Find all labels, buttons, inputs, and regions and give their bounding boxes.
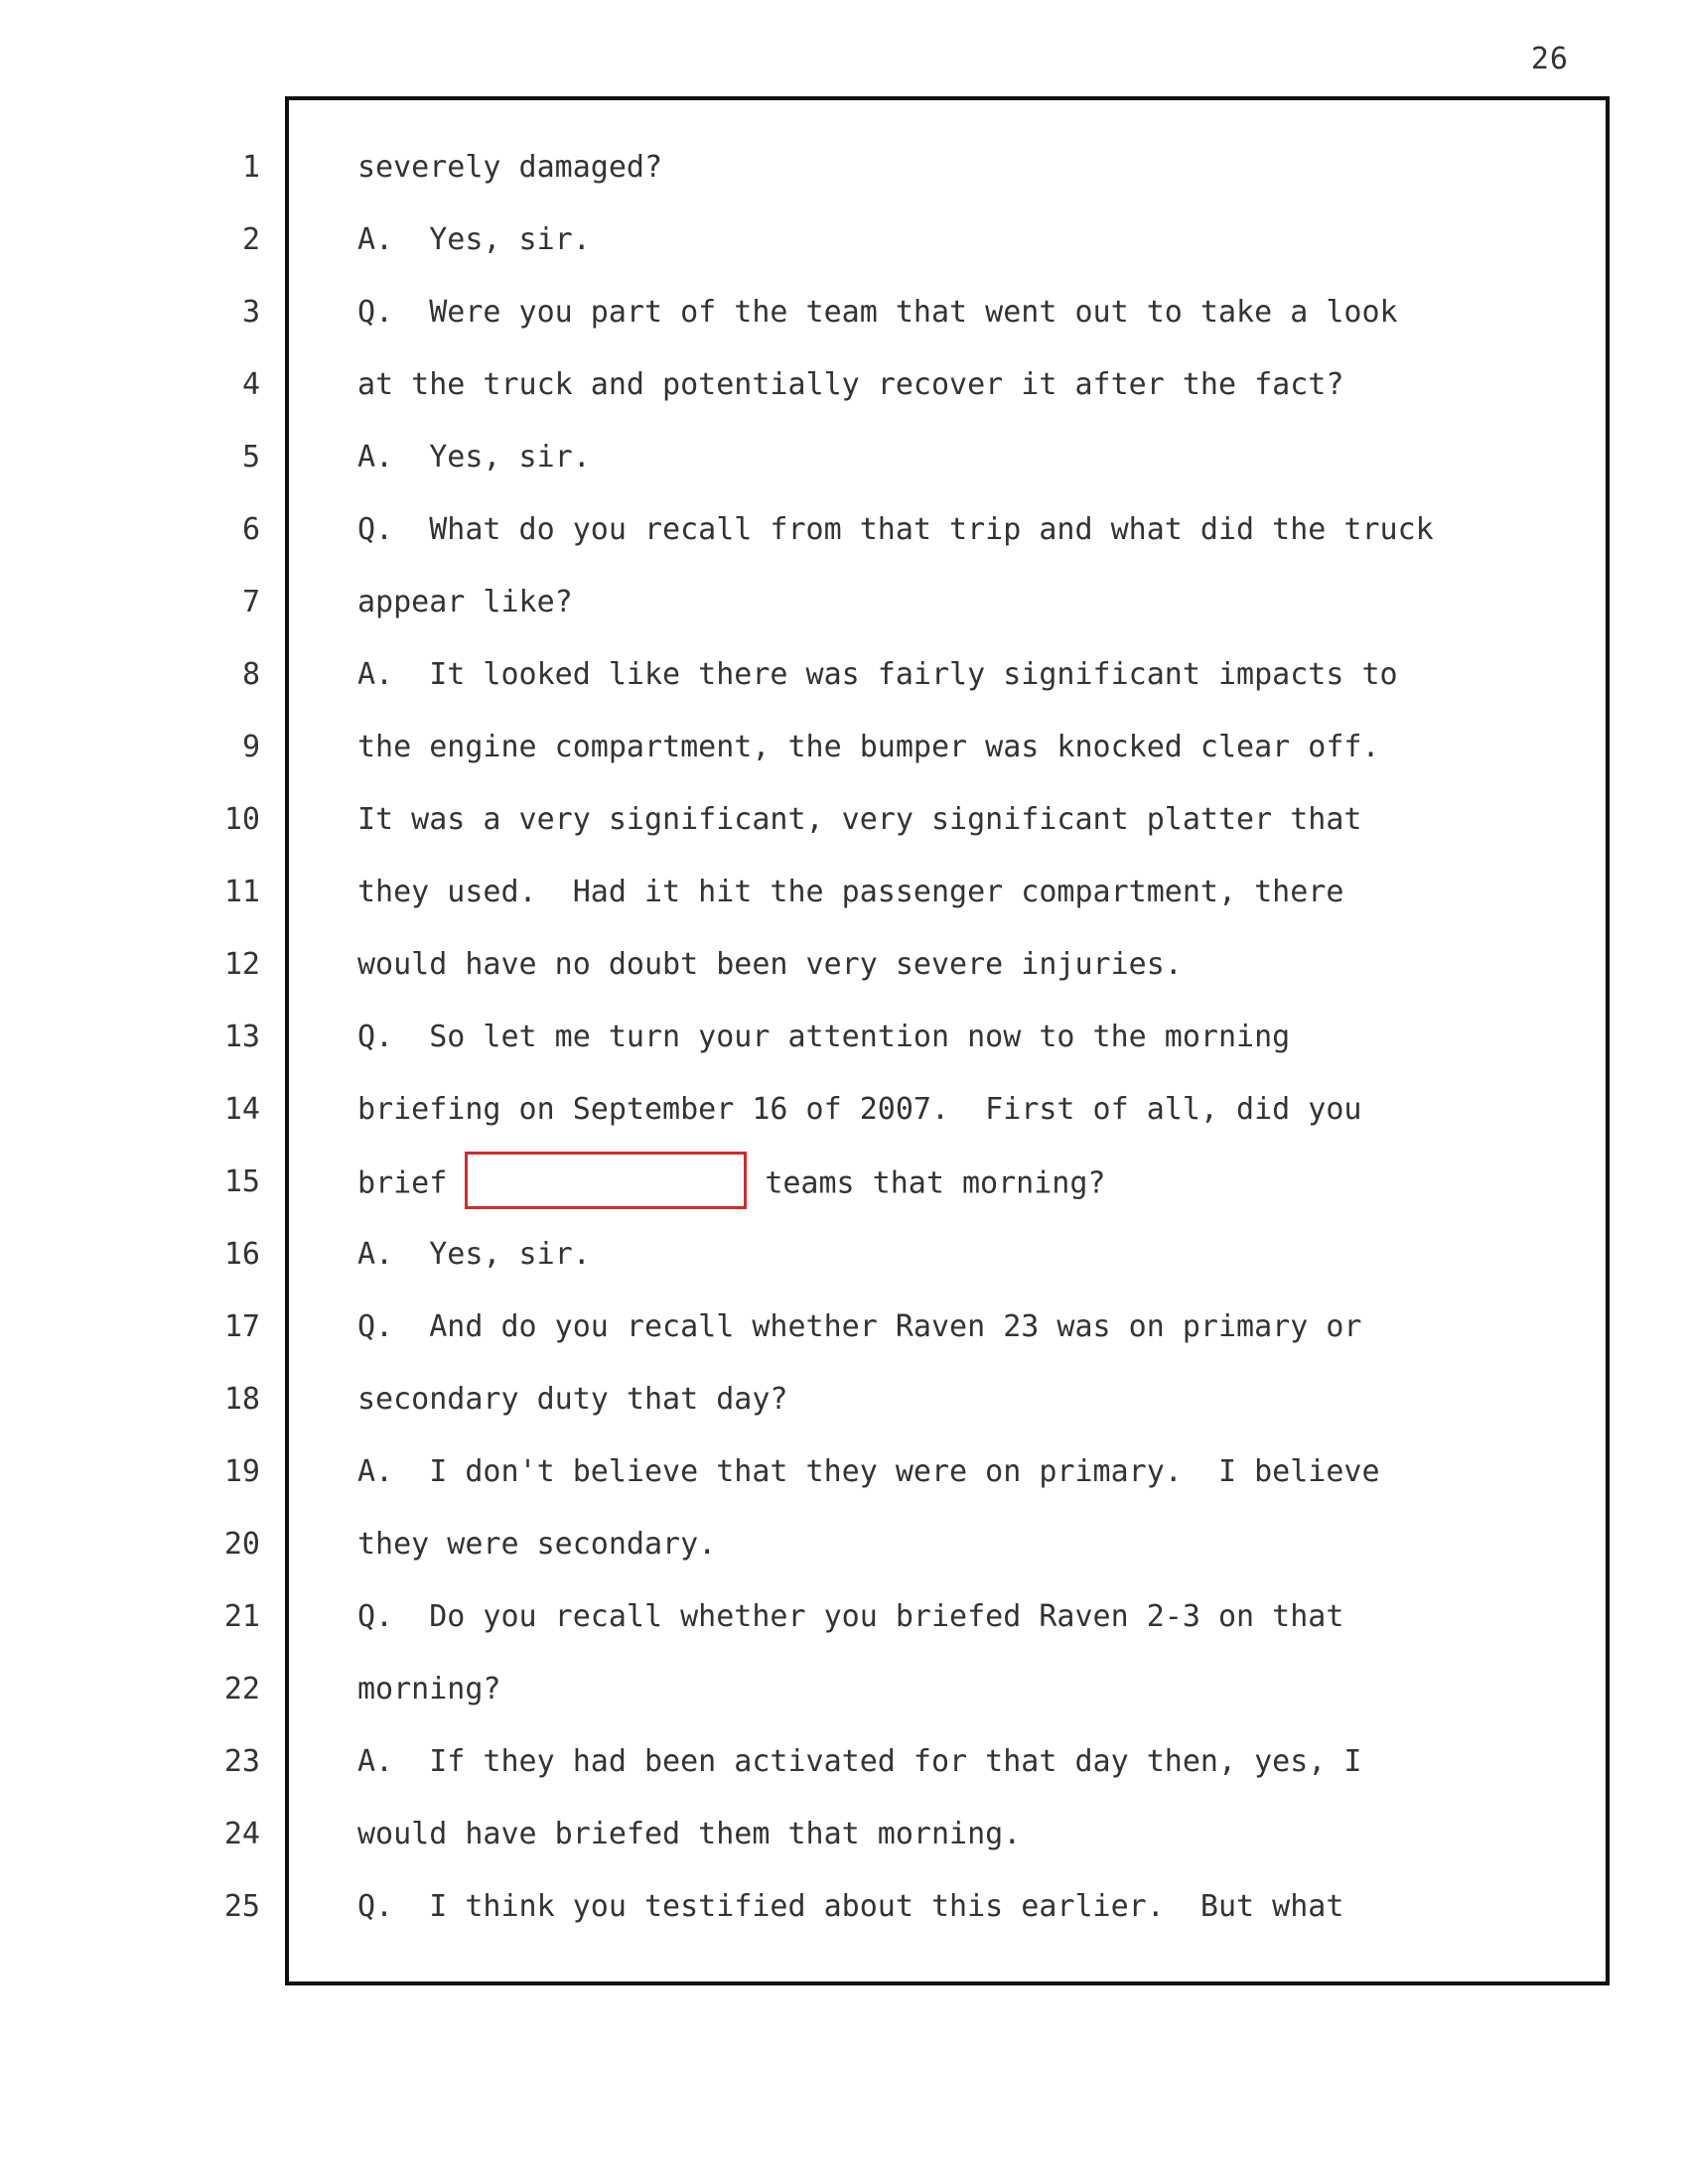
- line-text-before-redaction: brief: [357, 1165, 448, 1201]
- line-number: 19: [223, 1454, 260, 1489]
- page-number: 26: [1530, 42, 1569, 76]
- transcript-line: Q. What do you recall from that trip and what did the truck: [357, 512, 1434, 547]
- transcript-line: morning?: [357, 1672, 501, 1706]
- line-number: 16: [223, 1237, 260, 1272]
- transcript-line: A. Yes, sir.: [357, 222, 591, 257]
- line-number: 15: [223, 1164, 260, 1199]
- line-number: 10: [223, 802, 260, 837]
- transcript-line: at the truck and potentially recover it after the fact?: [357, 367, 1344, 402]
- line-number: 7: [241, 585, 260, 619]
- transcript-line: they were secondary.: [357, 1527, 717, 1562]
- line-number: 23: [223, 1744, 260, 1779]
- transcript-line: A. It looked like there was fairly significant impacts to: [357, 657, 1398, 692]
- transcript-line: severely damaged?: [357, 150, 663, 185]
- transcript-line: briefing on September 16 of 2007. First of all, did you: [357, 1092, 1362, 1127]
- line-number: 5: [241, 440, 260, 475]
- line-number: 18: [223, 1382, 260, 1417]
- transcript-line: Q. So let me turn your attention now to the morning: [357, 1020, 1291, 1054]
- transcript-line: A. I don't believe that they were on primary. I believe: [357, 1454, 1380, 1489]
- line-number: 8: [241, 657, 260, 692]
- transcript-line: It was a very significant, very significant platter that: [357, 802, 1362, 837]
- transcript-line: Q. I think you testified about this earlier. But what: [357, 1889, 1344, 1924]
- transcript-line: A. If they had been activated for that day then, yes, I: [357, 1744, 1362, 1779]
- transcript-line: the engine compartment, the bumper was knocked clear off.: [357, 730, 1380, 764]
- line-number: 2: [241, 222, 260, 257]
- line-number: 25: [223, 1889, 260, 1924]
- transcript-line: Q. And do you recall whether Raven 23 was on primary or: [357, 1309, 1362, 1344]
- line-number: 12: [223, 947, 260, 982]
- redaction-box: [465, 1152, 747, 1209]
- transcript-line: they used. Had it hit the passenger compartment, there: [357, 875, 1344, 909]
- line-number: 14: [223, 1092, 260, 1127]
- line-number: 22: [223, 1672, 260, 1706]
- line-number-column: [189, 145, 260, 1957]
- transcript-line: A. Yes, sir.: [357, 440, 591, 475]
- transcript-line: would have briefed them that morning.: [357, 1817, 1022, 1851]
- transcript-body: [357, 145, 1579, 1957]
- line-number: 9: [241, 730, 260, 764]
- transcript-line: would have no doubt been very severe injuries.: [357, 947, 1183, 982]
- transcript-line: Q. Do you recall whether you briefed Raven 2-3 on that: [357, 1599, 1344, 1634]
- line-number: 1: [241, 150, 260, 185]
- transcript-line: secondary duty that day?: [357, 1382, 788, 1417]
- transcript-line: Q. Were you part of the team that went out to take a look: [357, 295, 1398, 330]
- line-number: 3: [241, 295, 260, 330]
- line-number: 6: [241, 512, 260, 547]
- line-number: 20: [223, 1527, 260, 1562]
- line-number: 4: [241, 367, 260, 402]
- line-number: 11: [223, 875, 260, 909]
- line-number: 21: [223, 1599, 260, 1634]
- line-text-after-redaction: teams that morning?: [765, 1165, 1106, 1201]
- line-number: 24: [223, 1817, 260, 1851]
- line-number: 13: [223, 1020, 260, 1054]
- line-number: 17: [223, 1309, 260, 1344]
- transcript-line: appear like?: [357, 585, 573, 619]
- transcript-line-redacted: [357, 1160, 1579, 1232]
- transcript-line: A. Yes, sir.: [357, 1237, 591, 1272]
